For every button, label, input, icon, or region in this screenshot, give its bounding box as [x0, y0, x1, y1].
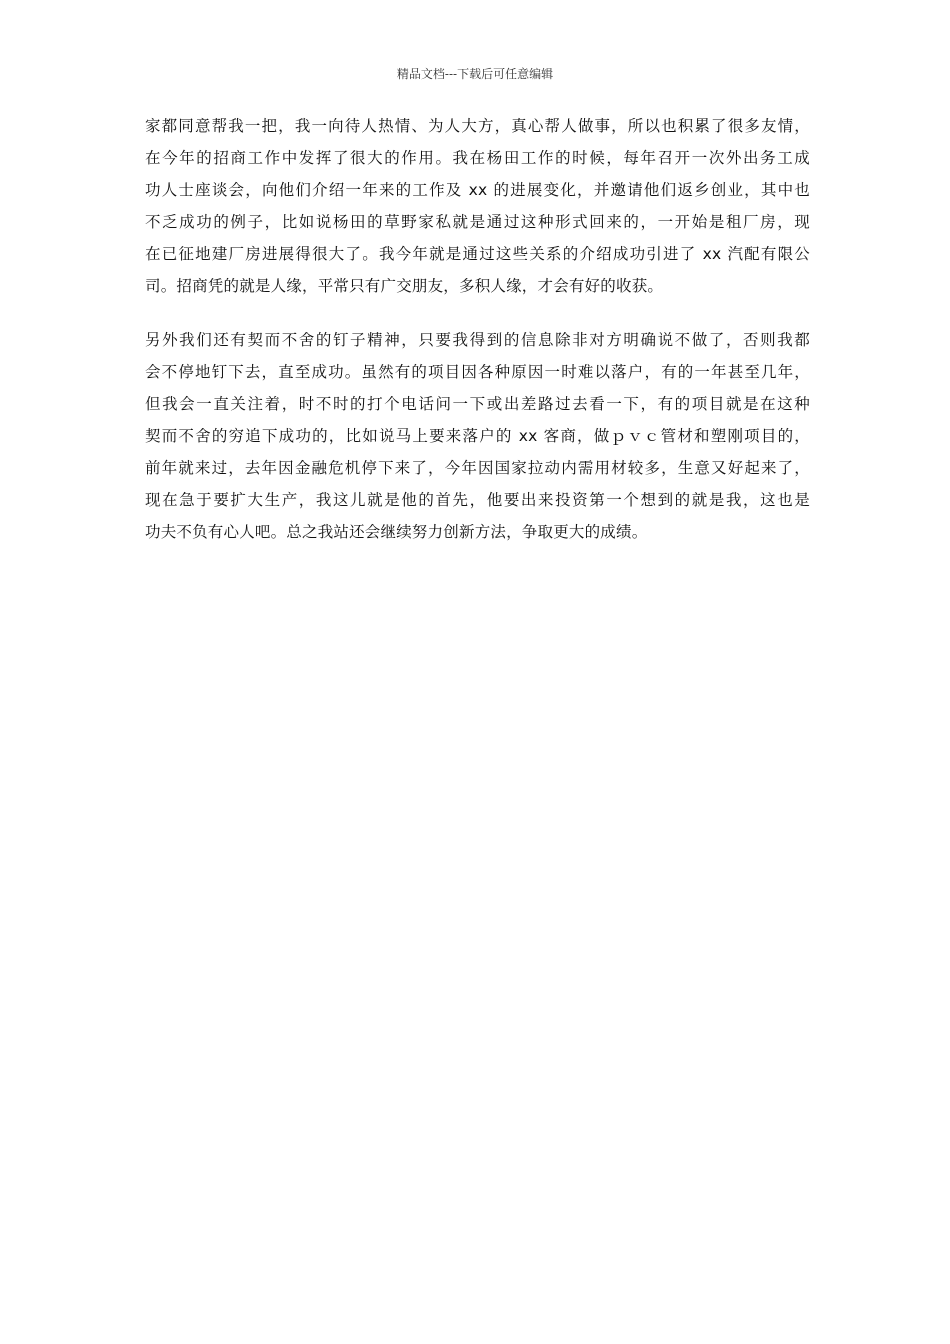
paragraph-line: 家都同意帮我一把，我一向待人热情、为人大方，真心帮人做事，所以也积累了很多友情， [145, 117, 810, 135]
paragraph-line: 但我会一直关注着，时不时的打个电话问一下或出差路过去看一下，有的项目就是在这种 [145, 395, 810, 413]
paragraph-line: 司。招商凭的就是人缘，平常只有广交朋友，多积人缘，才会有好的收获。 [145, 277, 664, 295]
paragraph-line: 现在急于要扩大生产，我这儿就是他的首先，他要出来投资第一个想到的就是我，这也是 [145, 491, 810, 509]
paragraph-line: 会不停地钉下去，直至成功。虽然有的项目因各种原因一时难以落户，有的一年甚至几年， [145, 363, 810, 381]
paragraph-line: 不乏成功的例子，比如说杨田的草野家私就是通过这种形式回来的，一开始是租厂房，现 [145, 213, 810, 231]
paragraph-line: 在已征地建厂房进展得很大了。我今年就是通过这些关系的介绍成功引进了 xx 汽配有限公 [145, 245, 810, 263]
paragraph-line: 功夫不负有心人吧。总之我站还会继续努力创新方法，争取更大的成绩。 [145, 523, 648, 541]
paragraph-line: 功人士座谈会，向他们介绍一年来的工作及 xx 的进展变化，并邀请他们返乡创业，其中也 [145, 181, 810, 199]
paragraph-1 [145, 110, 810, 302]
paragraph-line: 前年就来过，去年因金融危机停下来了，今年因国家拉动内需用材较多，生意又好起来了， [145, 459, 810, 477]
paragraph-line: 契而不舍的穷追下成功的，比如说马上要来落户的 xx 客商，做ｐｖｃ管材和塑刚项目的， [145, 427, 810, 445]
paragraph-2 [145, 324, 810, 548]
page-header: 精品文档---下载后可任意编辑 [396, 67, 554, 81]
document-body [145, 110, 810, 570]
paragraph-line: 在今年的招商工作中发挥了很大的作用。我在杨田工作的时候，每年召开一次外出务工成 [145, 149, 810, 167]
paragraph-line: 另外我们还有契而不舍的钉子精神，只要我得到的信息除非对方明确说不做了，否则我都 [145, 331, 810, 349]
